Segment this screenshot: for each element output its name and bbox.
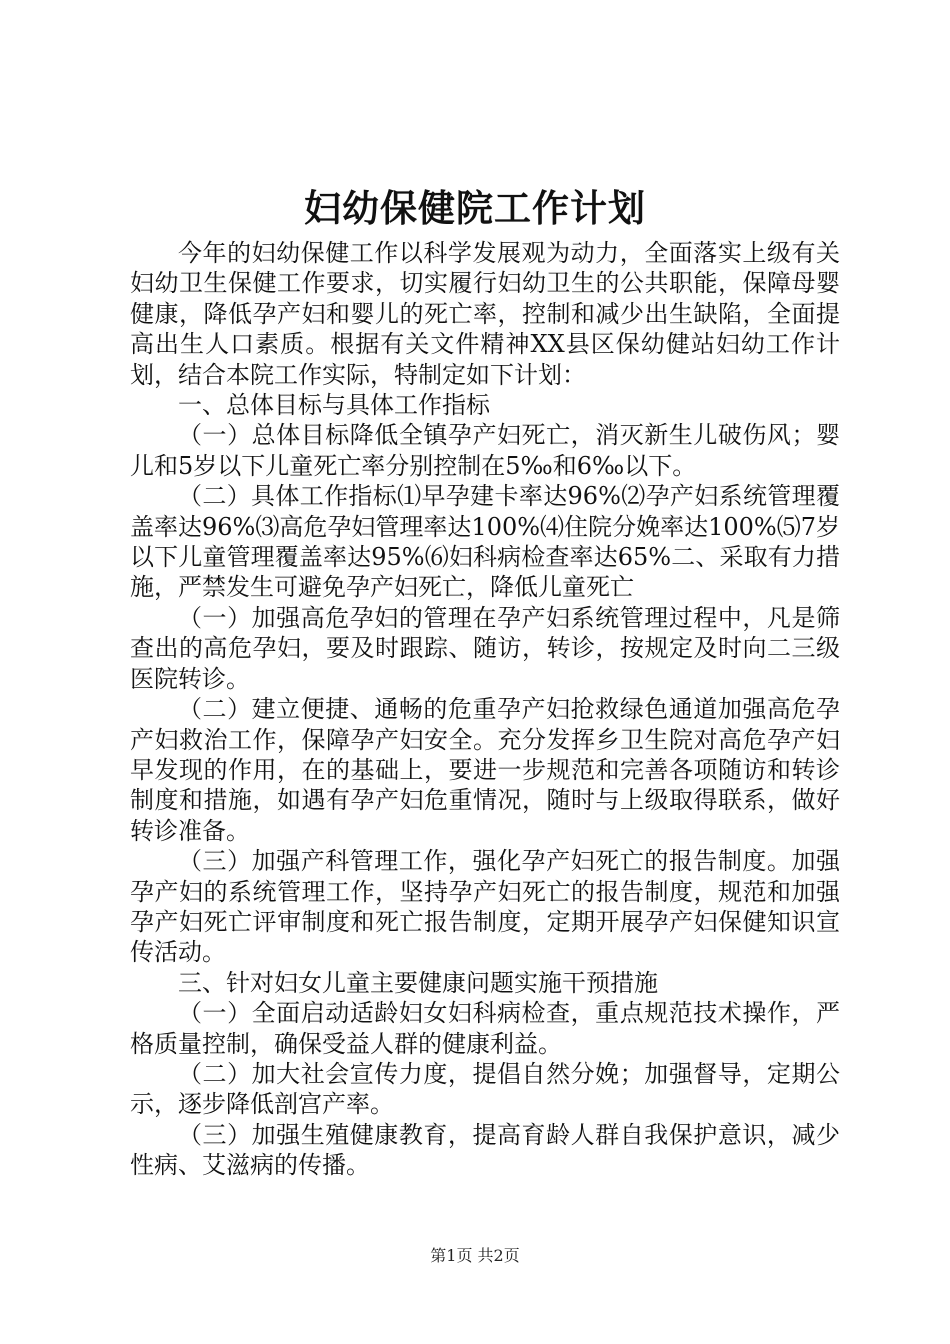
paragraph-work-indicators: （二）具体工作指标⑴早孕建卡率达96%⑵孕产妇系统管理覆盖率达96%⑶高危孕妇管理率达100%⑷住院分娩率达100%⑸7岁以下儿童管理覆盖率达95%⑹妇科病检查率达65%二、采取有力措施，严禁发生可避免孕产妇死亡，降低儿童死亡	[130, 482, 840, 602]
document-title: 妇幼保健院工作计划	[304, 186, 646, 230]
page-footer: 第1页 共2页	[430, 1246, 520, 1265]
document-body	[130, 238, 840, 1181]
paragraph-intro: 今年的妇幼保健工作以科学发展观为动力，全面落实上级有关妇幼卫生保健工作要求，切实履行妇幼卫生的公共职能，保障母婴健康，降低孕产妇和婴儿的死亡率，控制和减少出生缺陷，全面提高出生人口素质。根据有关文件精神XX县区保幼健站妇幼工作计划，结合本院工作实际，特制定如下计划：	[130, 239, 840, 389]
paragraph-gynecology-exam: （一）全面启动适龄妇女妇科病检查，重点规范技术操作，严格质量控制，确保受益人群的健康利益。	[130, 999, 840, 1058]
paragraph-public-awareness: （二）加大社会宣传力度，提倡自然分娩；加强督导，定期公示，逐步降低剖宫产率。	[130, 1059, 840, 1119]
paragraph-reproductive-health: （三）加强生殖健康教育，提高育龄人群自我保护意识，减少性病、艾滋病的传播。	[130, 1120, 840, 1180]
section-heading-3: 三、针对妇女儿童主要健康问题实施干预措施	[178, 968, 658, 997]
paragraph-high-risk-management: （一）加强高危孕妇的管理在孕产妇系统管理过程中，凡是筛查出的高危孕妇，要及时跟踪、随访，转诊，按规定及时向二三级医院转诊。	[130, 603, 840, 693]
paragraph-green-channel: （二）建立便捷、通畅的危重孕产妇抢救绿色通道加强高危孕产妇救治工作，保障孕产妇安全。充分发挥乡卫生院对高危孕产妇早发现的作用，在的基础上，要进一步规范和完善各项随访和转诊制度和措施，如遇有孕产妇危重情况，随时与上级取得联系，做好转诊准备。	[130, 695, 840, 845]
section-heading-1: 一、总体目标与具体工作指标	[178, 391, 490, 420]
paragraph-obstetric-management: （三）加强产科管理工作，强化孕产妇死亡的报告制度。加强孕产妇的系统管理工作，坚持孕产妇死亡的报告制度，规范和加强孕产妇死亡评审制度和死亡报告制度，定期开展孕产妇保健知识宣传活动。	[130, 847, 840, 967]
paragraph-overall-goal: （一）总体目标降低全镇孕产妇死亡，消灭新生儿破伤风；婴儿和5岁以下儿童死亡率分别控制在5‰和6‰以下。	[130, 421, 840, 480]
